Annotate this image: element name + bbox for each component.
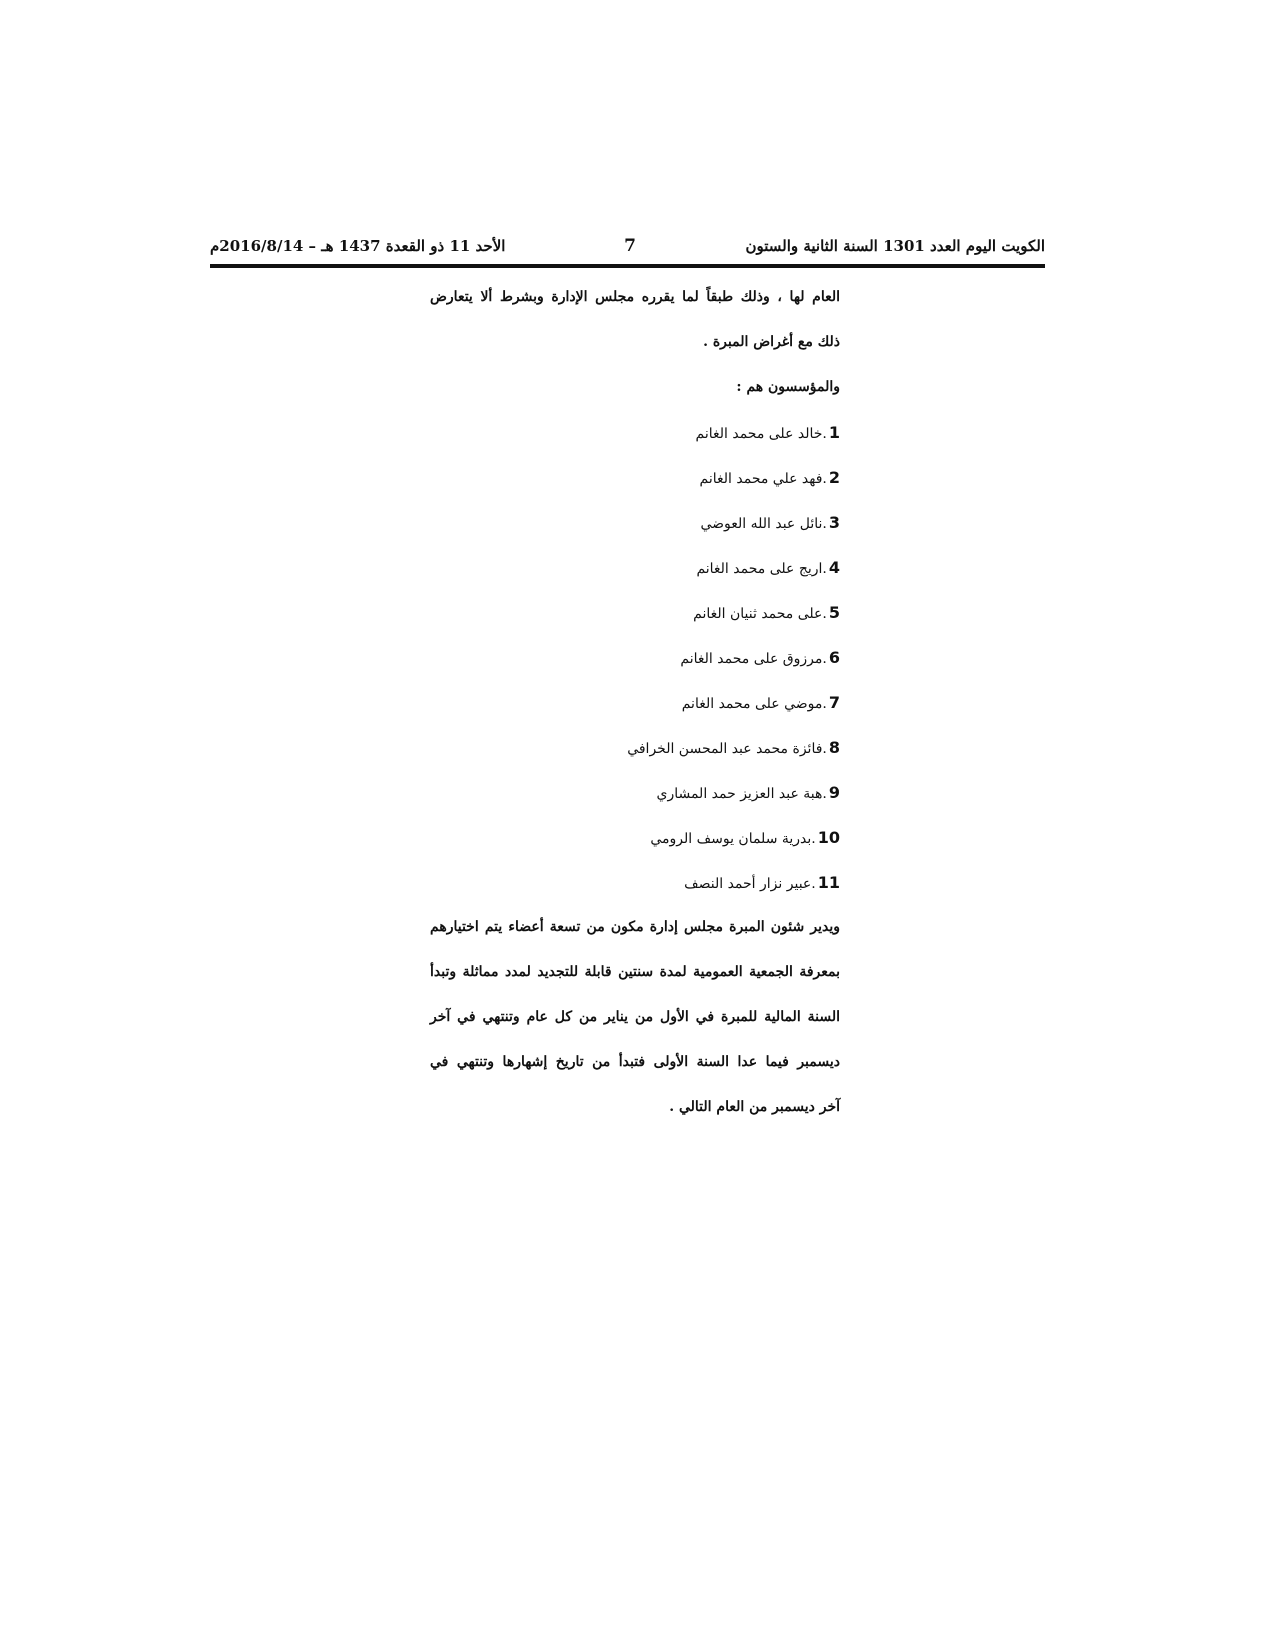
- founder-number: 6: [828, 648, 840, 667]
- founder-list-item: [430, 590, 840, 635]
- header-date: الأحد 11 ذو القعدة 1437 هـ – 2016/8/14م: [210, 237, 506, 255]
- founder-name: .عبير نزار أحمد النصف: [684, 876, 816, 892]
- founder-name: .على محمد ثنيان الغانم: [693, 606, 827, 622]
- founder-number: 2: [828, 468, 840, 487]
- closing-line-2: بمعرفة الجمعية العمومية لمدة سنتين قابلة للتجديد لمدد مماثلة وتبدأ: [430, 964, 840, 980]
- header-divider: [210, 264, 1045, 268]
- founder-name: .مرزوق على محمد الغانم: [680, 651, 827, 667]
- document-body: [430, 275, 840, 1130]
- founder-name: .فائزة محمد عبد المحسن الخرافي: [627, 741, 827, 757]
- founder-name: .موضي على محمد الغانم: [681, 696, 827, 712]
- founder-list-item: [430, 680, 840, 725]
- founder-list-item: [430, 635, 840, 680]
- founder-list-item: [430, 500, 840, 545]
- founder-list-item: [430, 410, 840, 455]
- closing-line-5: آخر ديسمبر من العام التالي .: [669, 1099, 840, 1115]
- founder-number: 7: [828, 693, 840, 712]
- founder-number: 10: [817, 828, 840, 847]
- founder-list-item: [430, 455, 840, 500]
- founder-name: .اريج على محمد الغانم: [696, 561, 827, 577]
- founder-list-item: [430, 860, 840, 905]
- founder-list-item: [430, 815, 840, 860]
- founder-name: .هبة عبد العزيز حمد المشاري: [656, 786, 827, 802]
- page-header: [210, 236, 1045, 266]
- founder-list-item: [430, 770, 840, 815]
- page-number: 7: [624, 236, 636, 256]
- header-publication-info: الكويت اليوم العدد 1301 السنة الثانية والستون: [745, 237, 1045, 255]
- founder-number: 5: [828, 603, 840, 622]
- opening-line-1: العام لها ، وذلك طبقاً لما يقرره مجلس الإدارة وبشرط ألا يتعارض: [430, 289, 840, 305]
- founder-number: 4: [828, 558, 840, 577]
- closing-line-4: ديسمبر فيما عدا السنة الأولى فتبدأ من تاريخ إشهارها وتنتهي في: [430, 1054, 840, 1070]
- closing-line-1: ويدير شئون المبرة مجلس إدارة مكون من تسعة أعضاء يتم اختيارهم: [430, 919, 840, 935]
- founder-list-item: [430, 725, 840, 770]
- founder-name: .فهد علي محمد الغانم: [699, 471, 827, 487]
- founder-name: .خالد على محمد الغانم: [695, 426, 827, 442]
- founder-number: 1: [828, 423, 840, 442]
- opening-line-2: ذلك مع أغراض المبرة .: [703, 334, 840, 350]
- founder-number: 9: [828, 783, 840, 802]
- founder-list-item: [430, 545, 840, 590]
- founder-number: 3: [828, 513, 840, 532]
- founder-number: 11: [817, 873, 840, 892]
- founders-heading: والمؤسسون هم :: [736, 379, 840, 395]
- founder-name: .نائل عبد الله العوضي: [700, 516, 827, 532]
- closing-line-3: السنة المالية للمبرة في الأول من يناير من كل عام وتنتهي في آخر: [430, 1009, 840, 1025]
- founder-name: .بدرية سلمان يوسف الرومي: [650, 831, 816, 847]
- founder-number: 8: [828, 738, 840, 757]
